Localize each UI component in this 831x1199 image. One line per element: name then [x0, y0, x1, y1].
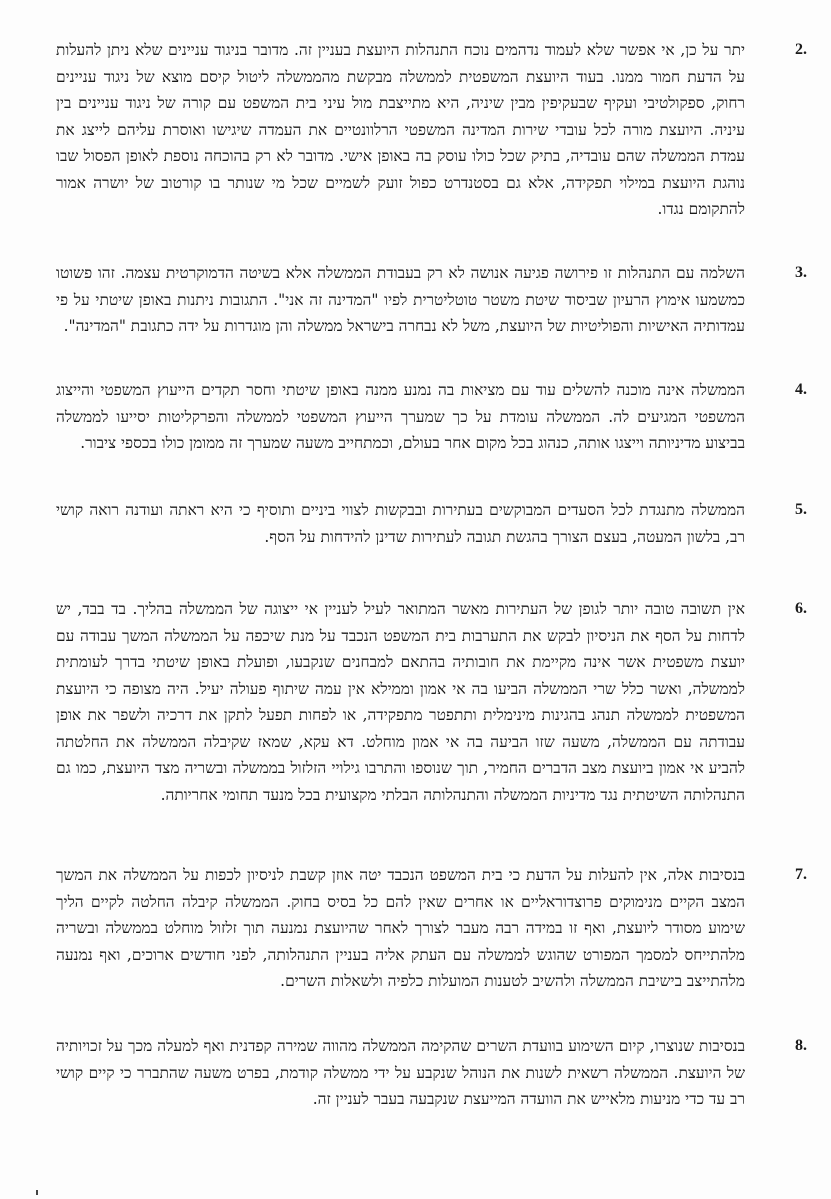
paragraph-7 [56, 862, 807, 995]
paragraph-text: יתר על כן, אי אפשר שלא לעמוד נדהמים נוכח התנהלות היועצת בעניין זה. מדובר בניגוד עניינים שלא ניתן להעלות על הדעת חמור ממנו. בעוד היועצת המשפטית לממשלה מבקשת מהממשלה ליטול קיסם מוצא של ניגוד עניינים רחוק, ספקולטיבי ועקיף שבעקיפין מבין שיניה, היא מתייצבת מול עיני בית המשפט עם קורה של ניגוד עניינים בין עיניה. היועצת מורה לכל עובדי שירות המדינה המשפטי הרלוונטיים את העמדה שיגישו ואוסרת עליהם לייצג את עמדת הממשלה שהם עובדיה, בתיק שכל כולו עוסק בה באופן אישי. מדובר לא רק בהוכחה נוספת לאופן הפסול שבו נוהגת היועצת במילוי תפקידה, אלא גם בסטנדרט כפול זועק לשמיים שכל מי שנותר בו קורטוב של יושרה אמור להתקומם נגדו. [56, 41, 745, 218]
paragraph-number: 6. [795, 600, 807, 617]
paragraph-2 [56, 37, 807, 223]
paragraph-text: אין תשובה טובה יותר לגופן של העתירות מאשר המתואר לעיל לעניין אי ייצוגה של הממשלה בהליך. בד בבד, יש לדחות על הסף את הניסיון לבקש את התערבות בית המשפט הנכבד על מנת שיכפה על הממשלה המשך עבודה עם יועצת משפטית אשר אינה מקיימת את חובותיה בהתאם למבחנים שנקבעו, ופועלת באופן שיטתי בדרך לעומתית לממשלה, ואשר כלל שרי הממשלה הביעו בה אי אמון וממילא אין עמה שיתוף פעולה יעיל. היה מצופה כי היועצת המשפטית לממשלה תנהג בהגינות מינימלית ותתפטר מתפקידה, או לפחות תפעל לתקן את דרכיה ולשפר את אופן עבודתה עם הממשלה, משעה שזו הביעה בה אי אמון מוחלט. דא עקא, שמאז שקיבלה הממשלה את החלטתה להביע אי אמון ביועצת מצב הדברים החמיר, תוך שנוספו והתרבו גילויי הזלזול בממשלה ובשריה מצד היועצת, כמו גם התנהלותה השיטתית נגד מדיניות הממשלה והתנהלותה הבלתי מקצועית בכל מנעד תחומי אחריותה. [56, 600, 745, 804]
scan-mark [36, 1190, 38, 1195]
paragraph-number: 3. [795, 264, 807, 281]
paragraph-6 [56, 596, 807, 808]
paragraph-text: הממשלה מתנגדת לכל הסעדים המבוקשים בעתירות ובבקשות לצווי ביניים ותוסיף כי היא ראתה ועודנה רואה קושי רב, בלשון המעטה, בעצם הצורך בהגשת תגובה לעתירות שדינן להידחות על הסף. [56, 501, 745, 546]
paragraph-number: 4. [795, 381, 807, 398]
paragraph-number: 2. [795, 41, 807, 58]
paragraph-number: 7. [795, 866, 807, 883]
paragraph-3 [56, 260, 807, 340]
paragraph-8 [56, 1033, 807, 1113]
paragraph-4 [56, 377, 807, 457]
paragraph-5 [56, 497, 807, 550]
paragraph-text: בנסיבות אלה, אין להעלות על הדעת כי בית המשפט הנכבד יטה אוזן קשבת לניסיון לכפות על הממשלה את המשך המצב הקיים מנימוקים פרוצדוראליים או אחרים שאין להם כל בסיס בחוק. הממשלה קיבלה החלטה לקיים הליך שימוע מסודר ליועצת, ואף זו במידה רבה מעבר לצורך לאחר שהיועצת נמנעה תוך זלזול מוחלט בממשלה ובשריה מלהתייחס למסמך המפורט שהוגש לממשלה עם העתק אליה בעניין התנהלותה, לפני חודשים ארוכים, ואף נמנעה מלהתייצב בישיבת הממשלה ולהשיב לטענות המועלות כלפיה ולשאלות השרים. [56, 866, 745, 990]
paragraph-text: בנסיבות שנוצרו, קיום השימוע בוועדת השרים שהקימה הממשלה מהווה שמירה קפדנית ואף למעלה מכך על זכויותיה של היועצת. הממשלה רשאית לשנות את הנוהל שנקבע על ידי ממשלה קודמת, בפרט משעה שהתברר כי קיים קושי רב עד כדי מניעות מלאייש את הוועדה המייעצת שנקבעה בעבר לעניין זה. [56, 1037, 745, 1108]
paragraph-text: השלמה עם התנהלות זו פירושה פגיעה אנושה לא רק בעבודת הממשלה אלא בשיטה הדמוקרטית עצמה. זהו פשוטו כמשמעו אימוץ הרעיון שביסוד שיטת משטר טוטליטרית לפיו "המדינה זה אני". התגובות ניתנות באופן שיטתי על פי עמדותיה האישיות והפוליטיות של היועצת, משל לא נבחרה בישראל ממשלה והן מוגדרות על ידה כתגובת "המדינה". [56, 264, 745, 335]
paragraph-number: 8. [795, 1037, 807, 1054]
paragraph-number: 5. [795, 501, 807, 518]
paragraph-text: הממשלה אינה מוכנה להשלים עוד עם מציאות בה נמנע ממנה באופן שיטתי וחסר תקדים הייעוץ המשפטי והייצוג המשפטי המגיעים לה. הממשלה עומדת על כך שמערך הייעוץ המשפטי לממשלה והפרקליטות יסייעו לממשלה בביצוע מדיניותה וייצגו אותה, כנהוג בכל מקום אחר בעולם, וכמתחייב משעה שמערך זה ממומן כולו בכספי ציבור. [56, 381, 745, 452]
